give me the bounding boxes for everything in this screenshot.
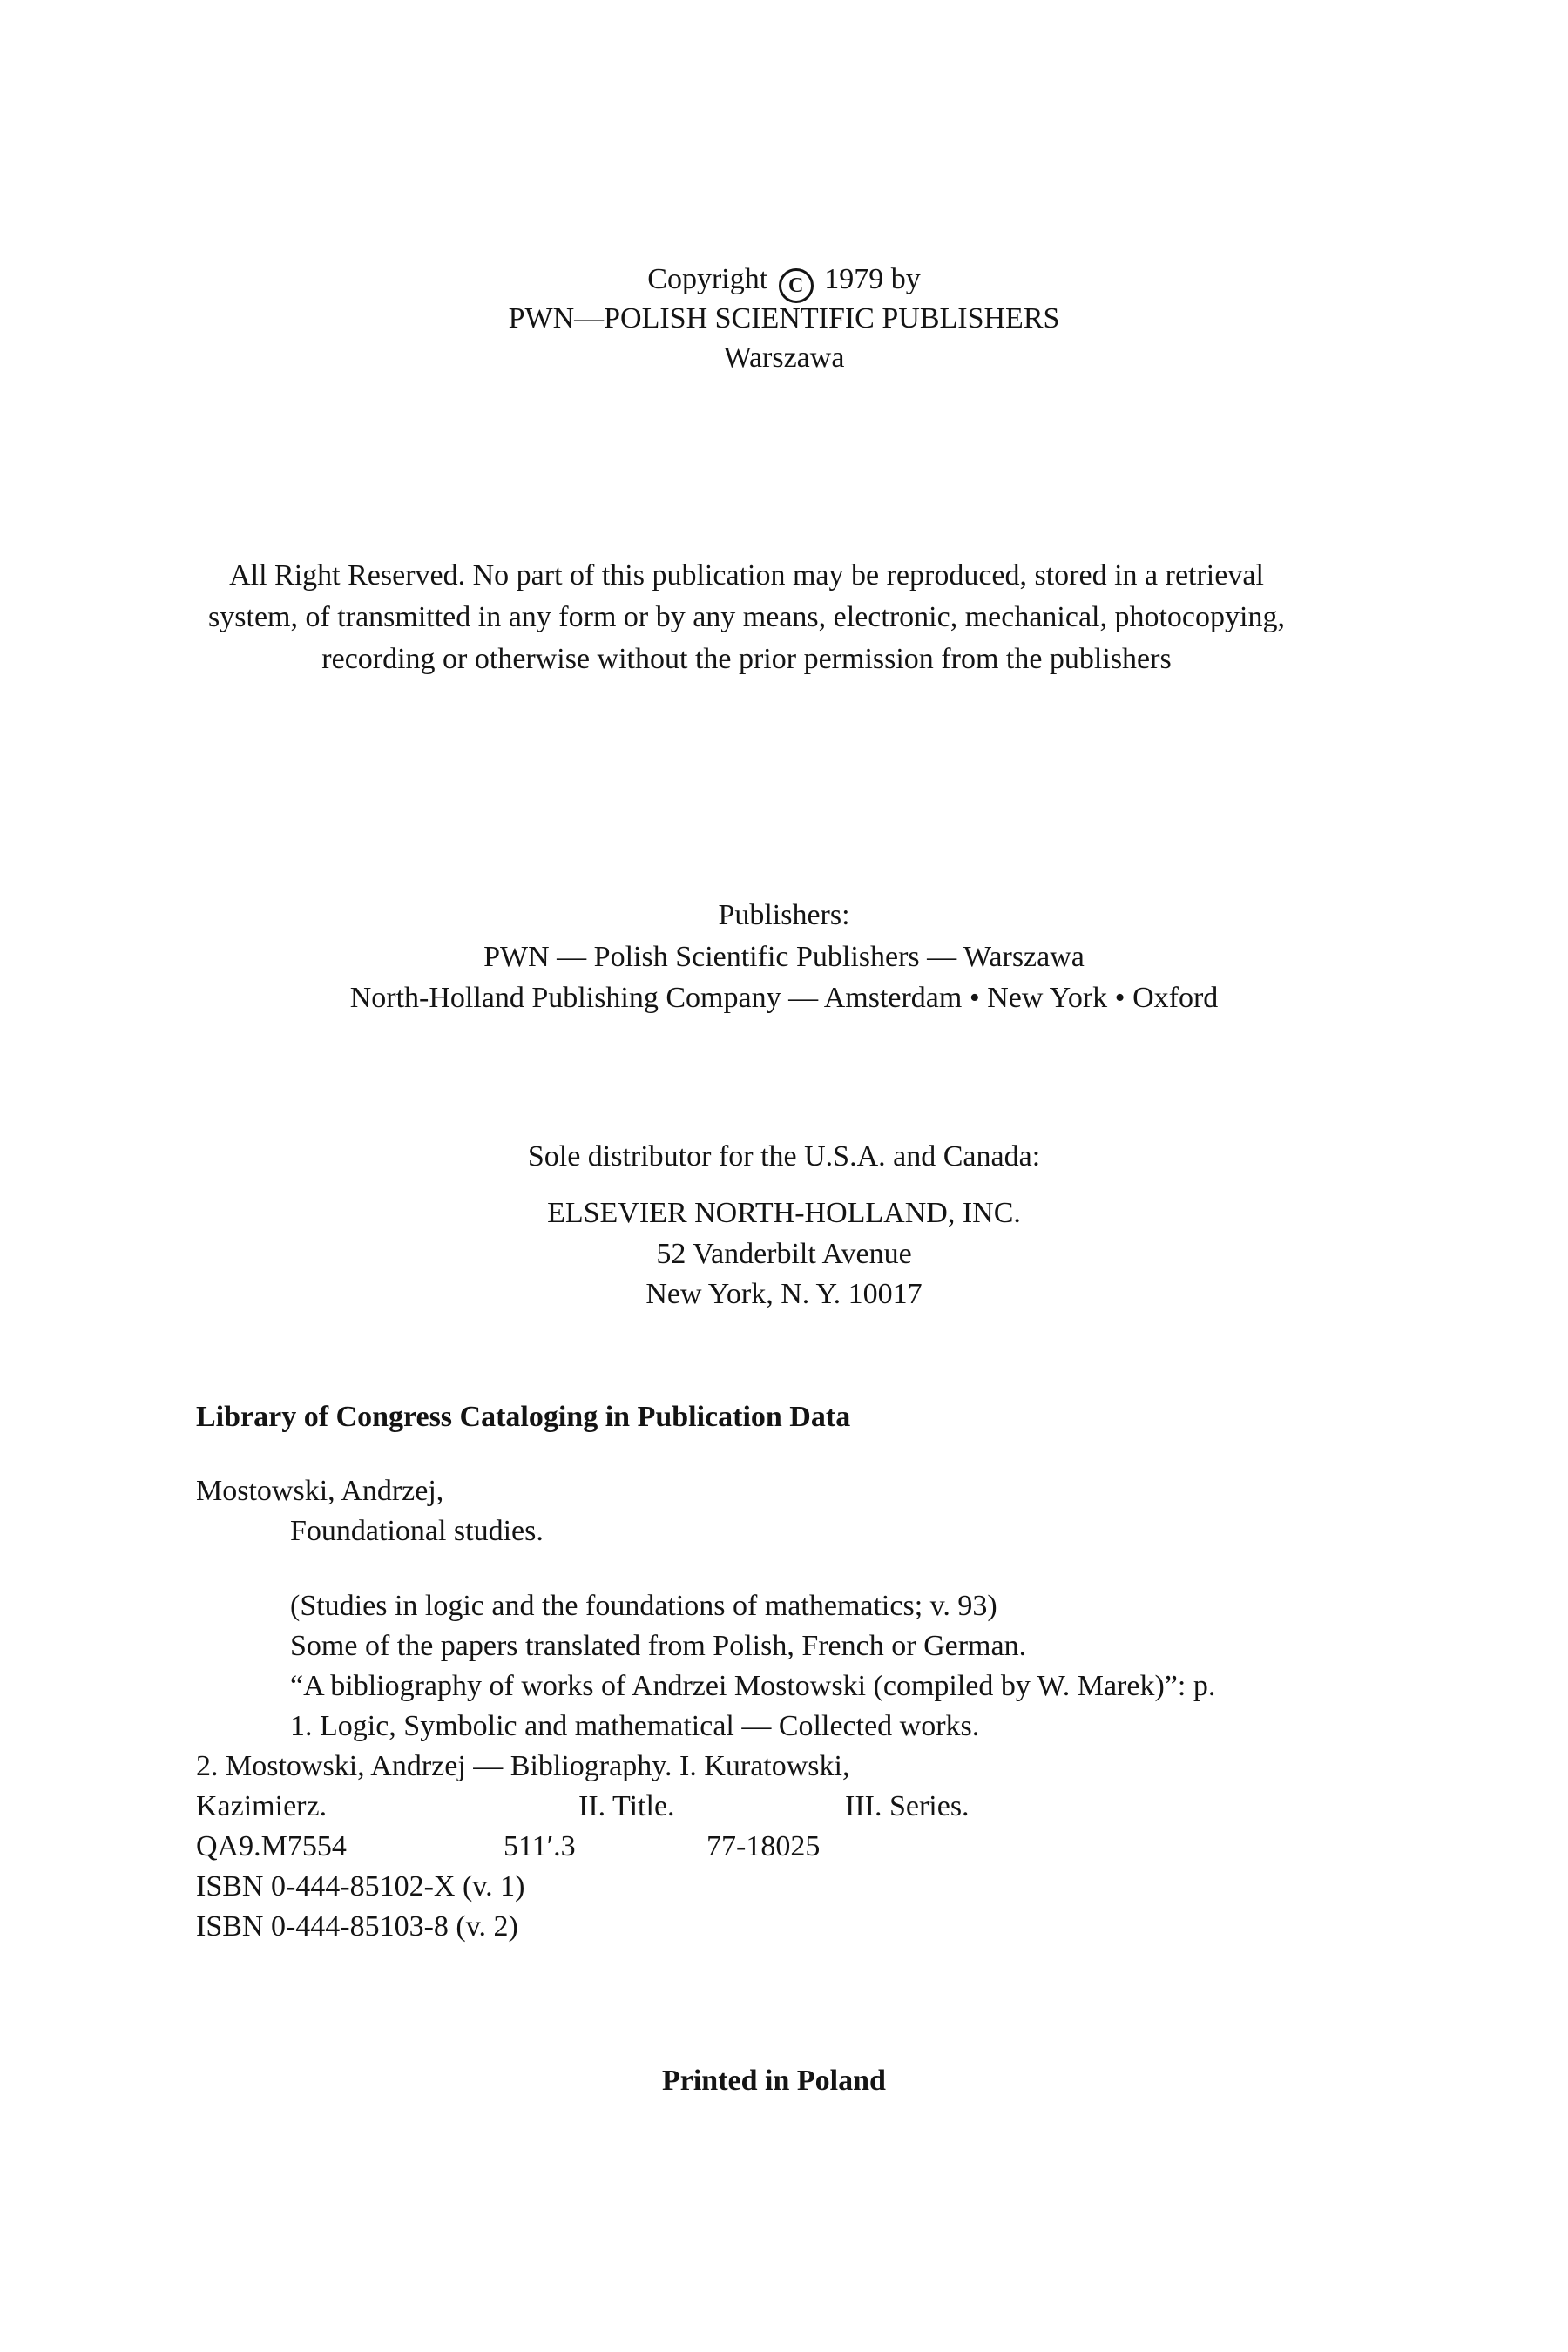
publishers-line-1: PWN — Polish Scientific Publishers — Warszawa: [483, 941, 1085, 973]
copyright-symbol-icon: C: [779, 268, 814, 303]
copyright-line: [0, 260, 1568, 303]
cip-subject-2: 2. Mostowski, Andrzej — Bibliography. I. Kuratowski,: [196, 1750, 850, 1782]
copyright-publisher: PWN—POLISH SCIENTIFIC PUBLISHERS: [508, 302, 1060, 335]
publishers-heading: Publishers:: [718, 899, 850, 931]
cip-dewey: 511′.3: [504, 1830, 576, 1862]
printed-in: Printed in Poland: [662, 2065, 886, 2097]
copyright-prefix: Copyright: [647, 263, 768, 295]
rights-line-1: All Right Reserved. No part of this publication may be reproduced, stored in a retrieval: [229, 559, 1264, 591]
rights-line-2: system, of transmitted in any form or by any means, electronic, mechanical, photocopying,: [208, 601, 1285, 633]
rights-line-3: recording or otherwise without the prior permission from the publishers: [321, 643, 1172, 675]
cip-heading: Library of Congress Cataloging in Publication Data: [196, 1401, 851, 1433]
distributor-street: 52 Vanderbilt Avenue: [656, 1238, 912, 1270]
cip-isbn-1: ISBN 0-444-85102-X (v. 1): [196, 1870, 525, 1903]
cip-kazimierz: Kazimierz.: [196, 1790, 328, 1822]
cip-author: Mostowski, Andrzej,: [196, 1475, 444, 1507]
copyright-city: Warszawa: [723, 341, 845, 374]
cip-note-2: Some of the papers translated from Polish, French or German.: [290, 1630, 1027, 1662]
distributor-heading: Sole distributor for the U.S.A. and Canada:: [527, 1140, 1041, 1173]
cip-isbn-2: ISBN 0-444-85103-8 (v. 2): [196, 1910, 518, 1943]
cip-title: Foundational studies.: [290, 1515, 544, 1547]
cip-lccn: 77-18025: [706, 1830, 821, 1862]
distributor-city: New York, N. Y. 10017: [645, 1278, 923, 1310]
cip-note-1: (Studies in logic and the foundations of mathematics; v. 93): [290, 1590, 997, 1622]
cip-note-3: “A bibliography of works of Andrzei Mostowski (compiled by W. Marek)”: p.: [290, 1670, 1216, 1702]
cip-series-entry: III. Series.: [845, 1790, 970, 1822]
copyright-year: 1979 by: [824, 263, 921, 295]
cip-title-entry: II. Title.: [578, 1790, 675, 1822]
distributor-name: ELSEVIER NORTH-HOLLAND, INC.: [547, 1197, 1021, 1229]
cip-subject-1: 1. Logic, Symbolic and mathematical — Collected works.: [290, 1710, 980, 1742]
cip-call-number: QA9.M7554: [196, 1830, 347, 1862]
publishers-line-2: North-Holland Publishing Company — Amsterdam • New York • Oxford: [349, 982, 1219, 1014]
